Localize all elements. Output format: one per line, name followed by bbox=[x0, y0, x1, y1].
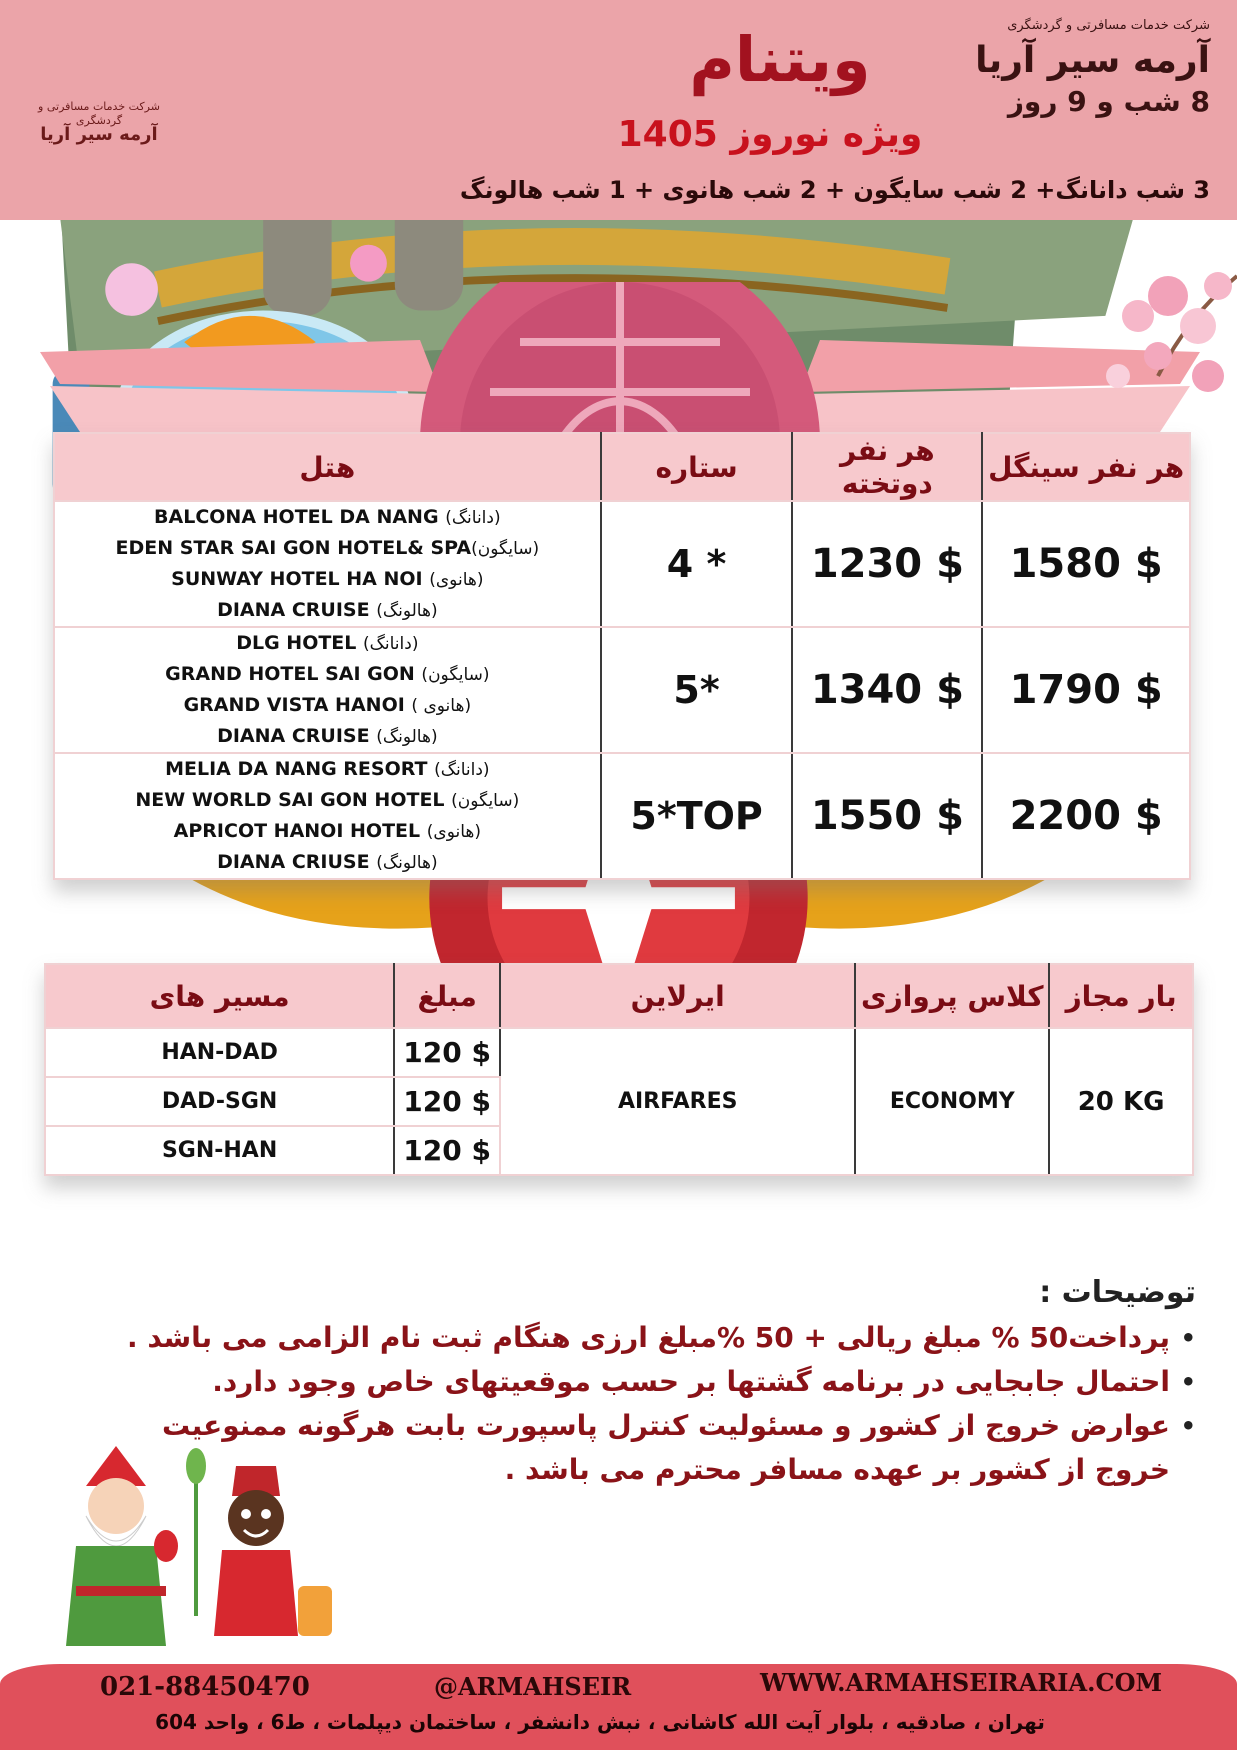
hotel-line: DIANA CRUISE (هالونگ) bbox=[217, 599, 438, 621]
flight-amount: 120 $ bbox=[394, 1126, 500, 1175]
flight-amount: 120 $ bbox=[394, 1028, 500, 1077]
company-name: آرمه سیر آریا bbox=[975, 40, 1210, 81]
star-rating: 4 * bbox=[601, 501, 793, 627]
list-item: • احتمال جابجایی در برنامه گشتها بر حسب موقعیتهای خاص وجود دارد. bbox=[120, 1360, 1200, 1404]
flight-amount: 120 $ bbox=[394, 1077, 500, 1126]
double-price: 1550 $ bbox=[792, 753, 982, 879]
col-header-double: هر نفر دوتخته bbox=[792, 433, 982, 501]
col-header-class: کلاس پروازی bbox=[855, 964, 1049, 1028]
company-tagline: شرکت خدمات مسافرتی و گردشگری bbox=[1007, 18, 1210, 33]
logo-left-company-name: آرمه سیر آریا bbox=[40, 124, 158, 145]
hotel-line: GRAND HOTEL SAI GON (سایگون) bbox=[165, 663, 490, 685]
winged-globe-emblem bbox=[40, 282, 1200, 442]
table-row bbox=[45, 1028, 1193, 1077]
nowruz-characters-illustration bbox=[36, 1446, 366, 1666]
hotel-line: GRAND VISTA HANOI ( هانوی) bbox=[183, 694, 472, 716]
flight-class-value: ECONOMY bbox=[855, 1028, 1049, 1175]
col-header-routes: مسیر های bbox=[45, 964, 394, 1028]
hotel-list bbox=[54, 753, 601, 879]
star-rating: 5*TOP bbox=[601, 753, 793, 879]
tour-route: 3 شب دانانگ+ 2 شب سایگون + 2 شب هانوی + 1 شب هالونگ bbox=[459, 176, 1210, 204]
flight-route: HAN-DAD bbox=[45, 1028, 394, 1077]
hotel-line: DLG HOTEL (دانانگ) bbox=[236, 632, 419, 654]
col-header-hotel: هتل bbox=[54, 433, 601, 501]
table-row bbox=[54, 627, 1190, 753]
page-title: ویتنام bbox=[689, 23, 871, 96]
star-rating: 5* bbox=[601, 627, 793, 753]
hotel-list bbox=[54, 501, 601, 627]
hotel-list bbox=[54, 627, 601, 753]
single-price: 1790 $ bbox=[982, 627, 1190, 753]
footer-instagram[interactable]: @ARMAHSEIR bbox=[434, 1672, 632, 1701]
footer-address: تهران ، صادقیه ، بلوار آیت الله کاشانی ، نبش دانشفر ، ساختمان دیپلمات ، ط6 ، واحد 604 bbox=[155, 1710, 1045, 1734]
flight-route: SGN-HAN bbox=[45, 1126, 394, 1175]
hotel-line: NEW WORLD SAI GON HOTEL (سایگون) bbox=[135, 789, 520, 811]
logo-left-caption bbox=[24, 100, 174, 145]
col-header-amount: مبلغ bbox=[394, 964, 500, 1028]
flight-route: DAD-SGN bbox=[45, 1077, 394, 1126]
table-row bbox=[54, 753, 1190, 879]
col-header-single: هر نفر سینگل bbox=[982, 433, 1190, 501]
list-item: • عوارض خروج از کشور و مسئولیت کنترل پاسپورت بابت هرگونه ممنوعیت خروج از کشور بر عهده مسافر محترم می باشد . bbox=[120, 1404, 1200, 1492]
hotel-line: MELIA DA NANG RESORT (دانانگ) bbox=[165, 758, 490, 780]
hotel-line: BALCONA HOTEL DA NANG (دانانگ) bbox=[154, 506, 501, 528]
table-row bbox=[54, 501, 1190, 627]
col-header-baggage: بار مجاز bbox=[1049, 964, 1193, 1028]
logo-left-small-text: شرکت خدمات مسافرتی و گردشگری bbox=[38, 100, 160, 127]
list-item: • پرداخت50 % مبلغ ریالی + 50 %مبلغ ارزی هنگام ثبت نام الزامی می باشد . bbox=[120, 1316, 1200, 1360]
single-price: 2200 $ bbox=[982, 753, 1190, 879]
airline-value: AIRFARES bbox=[500, 1028, 855, 1175]
footer-website[interactable]: WWW.ARMAHSEIRARIA.COM bbox=[760, 1668, 1163, 1697]
airfare-table bbox=[44, 963, 1194, 1176]
hotel-line: APRICOT HANOI HOTEL (هانوی) bbox=[173, 820, 481, 842]
single-price: 1580 $ bbox=[982, 501, 1190, 627]
hotel-price-table bbox=[53, 432, 1191, 880]
baggage-value: 20 KG bbox=[1049, 1028, 1193, 1175]
col-header-stars: ستاره bbox=[601, 433, 793, 501]
cherry-blossom-decoration bbox=[1098, 256, 1237, 416]
page-subtitle: ویژه نوروز 1405 bbox=[617, 114, 923, 155]
footer-phone[interactable]: 021-88450470 bbox=[100, 1672, 310, 1702]
col-header-airline: ایرلاین bbox=[500, 964, 855, 1028]
double-price: 1340 $ bbox=[792, 627, 982, 753]
hotel-line: SUNWAY HOTEL HA NOI (هانوی) bbox=[171, 568, 484, 590]
double-price: 1230 $ bbox=[792, 501, 982, 627]
hotel-line: EDEN STAR SAI GON HOTEL& SPA(سایگون) bbox=[115, 537, 540, 559]
hotel-line: DIANA CRUISE (هالونگ) bbox=[217, 725, 438, 747]
notes-title: توضیحات : bbox=[1039, 1275, 1196, 1310]
hotel-line: DIANA CRIUSE (هالونگ) bbox=[217, 851, 438, 873]
tour-duration: 8 شب و 9 روز bbox=[1007, 85, 1210, 118]
